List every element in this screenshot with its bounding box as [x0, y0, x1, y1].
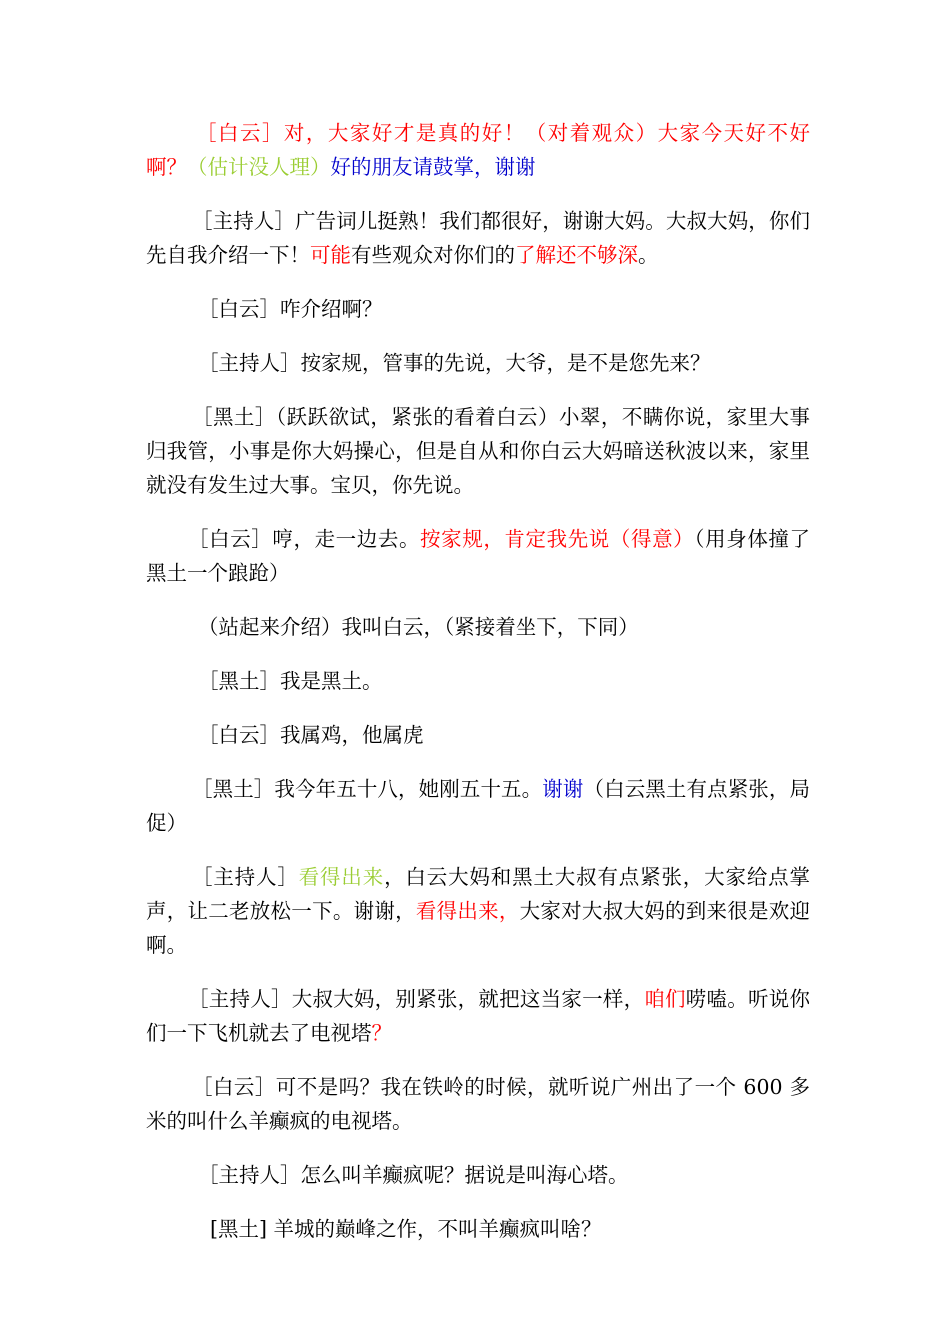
text-run: ［主持人］怎么叫羊癫疯呢？据说是叫海心塔。	[198, 1163, 629, 1187]
text-run: 谢谢	[542, 777, 584, 801]
dialogue-paragraph	[146, 1212, 810, 1246]
dialogue-paragraph	[146, 522, 810, 590]
dialogue-paragraph	[146, 664, 810, 698]
dialogue-paragraph	[146, 204, 810, 272]
text-run: 。	[638, 243, 659, 267]
text-run: ［黑土］我今年五十八，她刚五十五。	[192, 777, 543, 801]
text-run: （估计没人理）	[187, 155, 331, 179]
text-run: ［黑土］我是黑土。	[198, 669, 383, 693]
text-run: ［主持人］大叔大妈，别紧张，就把这当家一样，	[188, 987, 645, 1011]
text-run: 咱们	[644, 987, 686, 1011]
dialogue-paragraph	[146, 1070, 810, 1138]
text-run: ，白云大妈和黑土大叔有点紧张，大家给点掌声，让二老放松一下。谢谢，	[146, 865, 811, 923]
text-run: （白云黑土有点紧张，局促）	[146, 777, 811, 835]
text-run: 看得出来	[298, 865, 385, 889]
text-run: ［白云］对，大家好才是真的好！（对着观众）大家今天好不好啊？	[146, 121, 810, 179]
text-run: [黑土] 羊城的巅峰之作，不叫羊癫疯叫啥？	[210, 1217, 602, 1241]
text-run: 有些观众对你们的	[351, 243, 515, 267]
text-run: ［黑土］（跃跃欲试，紧张的看着白云）小翠，不瞒你说，家里大事归我管，小事是你大妈操心，但是自从和你白云大妈暗送秋波以来，家里就没有发生过大事。宝贝，你先说。	[146, 405, 810, 497]
text-run: ［白云］可不是吗？我在铁岭的时候，就听说广州出了一个 600 多米的叫什么羊癫疯的电视塔。	[146, 1075, 810, 1133]
text-run: 唠嗑。听说你们一下飞机就去了电视塔	[146, 987, 811, 1045]
text-run: （用身体撞了黑土一个踉跄）	[146, 527, 811, 585]
dialogue-paragraph	[146, 610, 810, 644]
dialogue-paragraph	[146, 982, 810, 1050]
text-run: ［主持人］按家规，管事的先说，大爷，是不是您先来？	[198, 351, 711, 375]
dialogue-paragraph	[146, 400, 810, 502]
document-body	[146, 116, 810, 1266]
dialogue-paragraph	[146, 718, 810, 752]
text-run: 好的朋友请鼓掌，谢谢	[330, 155, 536, 179]
text-run: ？	[371, 1021, 392, 1045]
text-run: 了解还不够深	[515, 243, 638, 267]
text-run: （站起来介绍）我叫白云，（紧接着坐下，下同）	[198, 615, 639, 639]
text-run: ［主持人］	[192, 865, 299, 889]
text-run: ［白云］哼，走一边去。	[188, 527, 421, 551]
dialogue-paragraph	[146, 116, 810, 184]
text-run: ［主持人］广告词儿挺熟！我们都很好，谢谢大妈。大叔大妈，你们先自我介绍一下！	[146, 209, 810, 267]
text-run: 看得出来，	[415, 899, 520, 923]
dialogue-paragraph	[146, 772, 810, 840]
text-run: ［白云］我属鸡，他属虎	[198, 723, 424, 747]
text-run: 可能	[310, 243, 351, 267]
dialogue-paragraph	[146, 1158, 810, 1192]
dialogue-paragraph	[146, 346, 810, 380]
text-run: 大家对大叔大妈的到来很是欢迎啊。	[146, 899, 811, 957]
dialogue-paragraph	[146, 860, 810, 962]
dialogue-paragraph	[146, 292, 810, 326]
text-run: 按家规，肯定我先说（得意）	[420, 527, 695, 551]
text-run: ［白云］咋介绍啊？	[198, 297, 383, 321]
